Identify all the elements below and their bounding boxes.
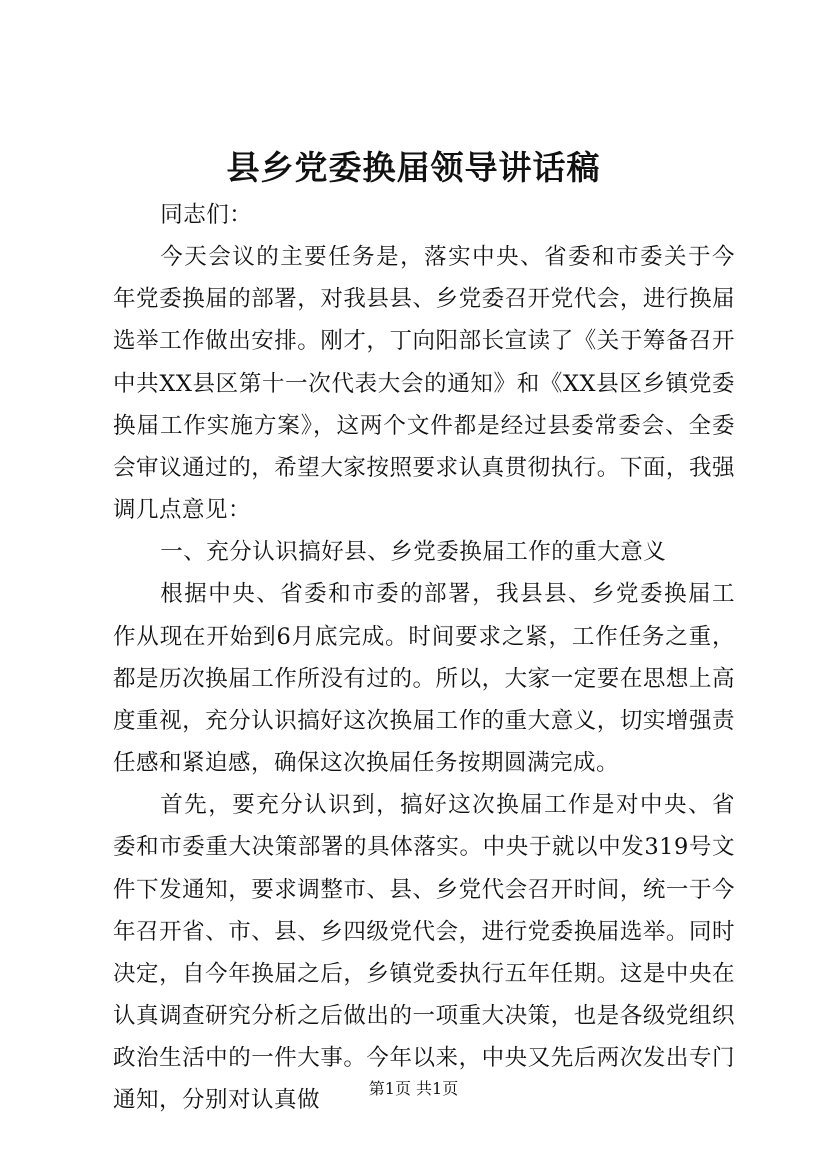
- paragraph-schedule: 根据中央、省委和市委的部署，我县县、乡党委换届工作从现在开始到6月底完成。时间要求之紧，工作任务之重，都是历次换届工作所没有过的。所以，大家一定要在思想上高度重视，充分认识搞好这次换届工作的重大意义，切实增强责任感和紧迫感，确保这次换届任务按期圆满完成。: [113, 581, 735, 777]
- page-number-footer: 第1页 共1页: [368, 1079, 459, 1098]
- document-title: 县乡党委换届领导讲话稿: [226, 148, 601, 187]
- salutation: 同志们：: [160, 202, 253, 228]
- paragraph-intro: 今天会议的主要任务是，落实中央、省委和市委关于今年党委换届的部署，对我县县、乡党委召开党代会，进行换届选举工作做出安排。刚才，丁向阳部长宣读了《关于筹备召开中共XX县区第十一次代表大会的通知》和《XX县区乡镇党委换届工作实施方案》，这两个文件都是经过县委常委会、全委会审议通过的，希望大家按照要求认真贯彻执行。下面，我强调几点意见：: [113, 244, 735, 524]
- document-body: [113, 194, 735, 1121]
- section-heading-1: 一、充分认识搞好县、乡党委换届工作的重大意义: [160, 539, 667, 566]
- paragraph-first-point: 首先，要充分认识到，搞好这次换届工作是对中央、省委和市委重大决策部署的具体落实。中央于就以中发319号文件下发通知，要求调整市、县、乡党代会召开时间，统一于今年召开省、市、县、乡四级党代会，进行党委换届选举。同时决定，自今年换届之后，乡镇党委执行五年任期。这是中央在认真调查研究分析之后做出的一项重大决策，也是各级党组织政治生活中的一件大事。今年以来，中央又先后两次发出专门通知，分别对认真做: [113, 792, 735, 1114]
